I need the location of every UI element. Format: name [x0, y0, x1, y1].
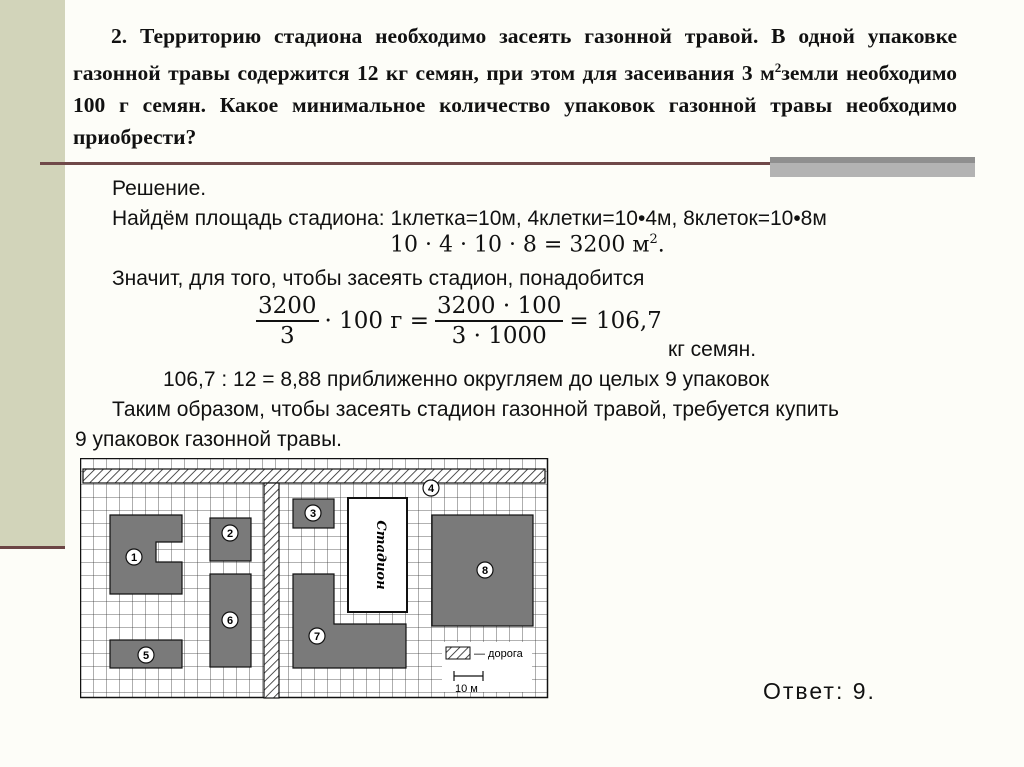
- unit-text: кг семян.: [668, 338, 757, 361]
- area-formula-end: .: [657, 232, 665, 258]
- marker-5: 5: [142, 650, 150, 662]
- legend-road-swatch: [446, 647, 470, 659]
- seed-fraction-2-num: 3200 · 100: [435, 293, 563, 322]
- seed-formula-result: = 106,7: [569, 308, 662, 334]
- seed-formula: [256, 293, 662, 349]
- problem-number: 2.: [111, 24, 128, 48]
- marker-4: 4: [427, 483, 435, 495]
- seed-fraction-1: [256, 293, 319, 349]
- left-decor-band: [0, 0, 65, 548]
- area-formula-unit: м: [632, 232, 650, 258]
- area-formula: [390, 232, 665, 257]
- solution-line5: 9 упаковок газонной травы.: [75, 428, 343, 451]
- seed-formula-mid: · 100 г =: [324, 308, 430, 334]
- solution-line3: 106,7 : 12 = 8,88 приближенно округляем до целых 9 упаковок: [163, 368, 770, 391]
- marker-6: 6: [226, 615, 234, 627]
- seed-fraction-1-num: 3200: [256, 293, 319, 322]
- marker-2: 2: [226, 528, 234, 540]
- problem-statement: [73, 20, 957, 153]
- legend-road-label: — дорога: [474, 648, 523, 660]
- marker-7: 7: [313, 631, 321, 643]
- marker-8: 8: [481, 565, 489, 577]
- road-horizontal: [83, 469, 545, 483]
- area-formula-unit-sup: 2: [649, 232, 658, 247]
- solution-line2: Значит, для того, чтобы засеять стадион, понадобится: [112, 267, 645, 290]
- seed-fraction-1-den: 3: [279, 323, 295, 349]
- problem-text-b: земли необходимо 100 г семян. Какое минимальное количество упаковок газонной травы необходимо приобрести?: [73, 61, 958, 150]
- solution-heading: Решение.: [112, 177, 207, 200]
- legend-scale-label: 10 м: [455, 683, 478, 695]
- problem-text-a: Территорию стадиона необходимо засеять газонной травой. В одной упаковке газонной травы содержится 12 кг семян, при этом для засеивания 3 м: [73, 24, 957, 86]
- marker-1: 1: [130, 552, 138, 564]
- answer: Ответ: 9.: [763, 678, 876, 704]
- left-decor-line: [0, 546, 65, 549]
- solution-line1: Найдём площадь стадиона: 1клетка=10м, 4клетки=10•4м, 8клеток=10•8м: [112, 207, 827, 230]
- area-formula-expr: 10 · 4 · 10 · 8 = 3200: [390, 232, 626, 258]
- seed-fraction-2: [435, 293, 563, 349]
- seed-fraction-2-den: 3 · 1000: [451, 323, 547, 349]
- road-vertical: [264, 483, 279, 698]
- territory-map: [80, 458, 550, 700]
- divider-line: [40, 162, 770, 165]
- problem-sup: 2: [774, 60, 782, 75]
- marker-3: 3: [309, 508, 317, 520]
- solution-line4: Таким образом, чтобы засеять стадион газонной травой, требуется купить: [112, 398, 839, 421]
- divider-gray-block-top: [770, 157, 975, 163]
- stadium-label: Стадион: [373, 520, 388, 590]
